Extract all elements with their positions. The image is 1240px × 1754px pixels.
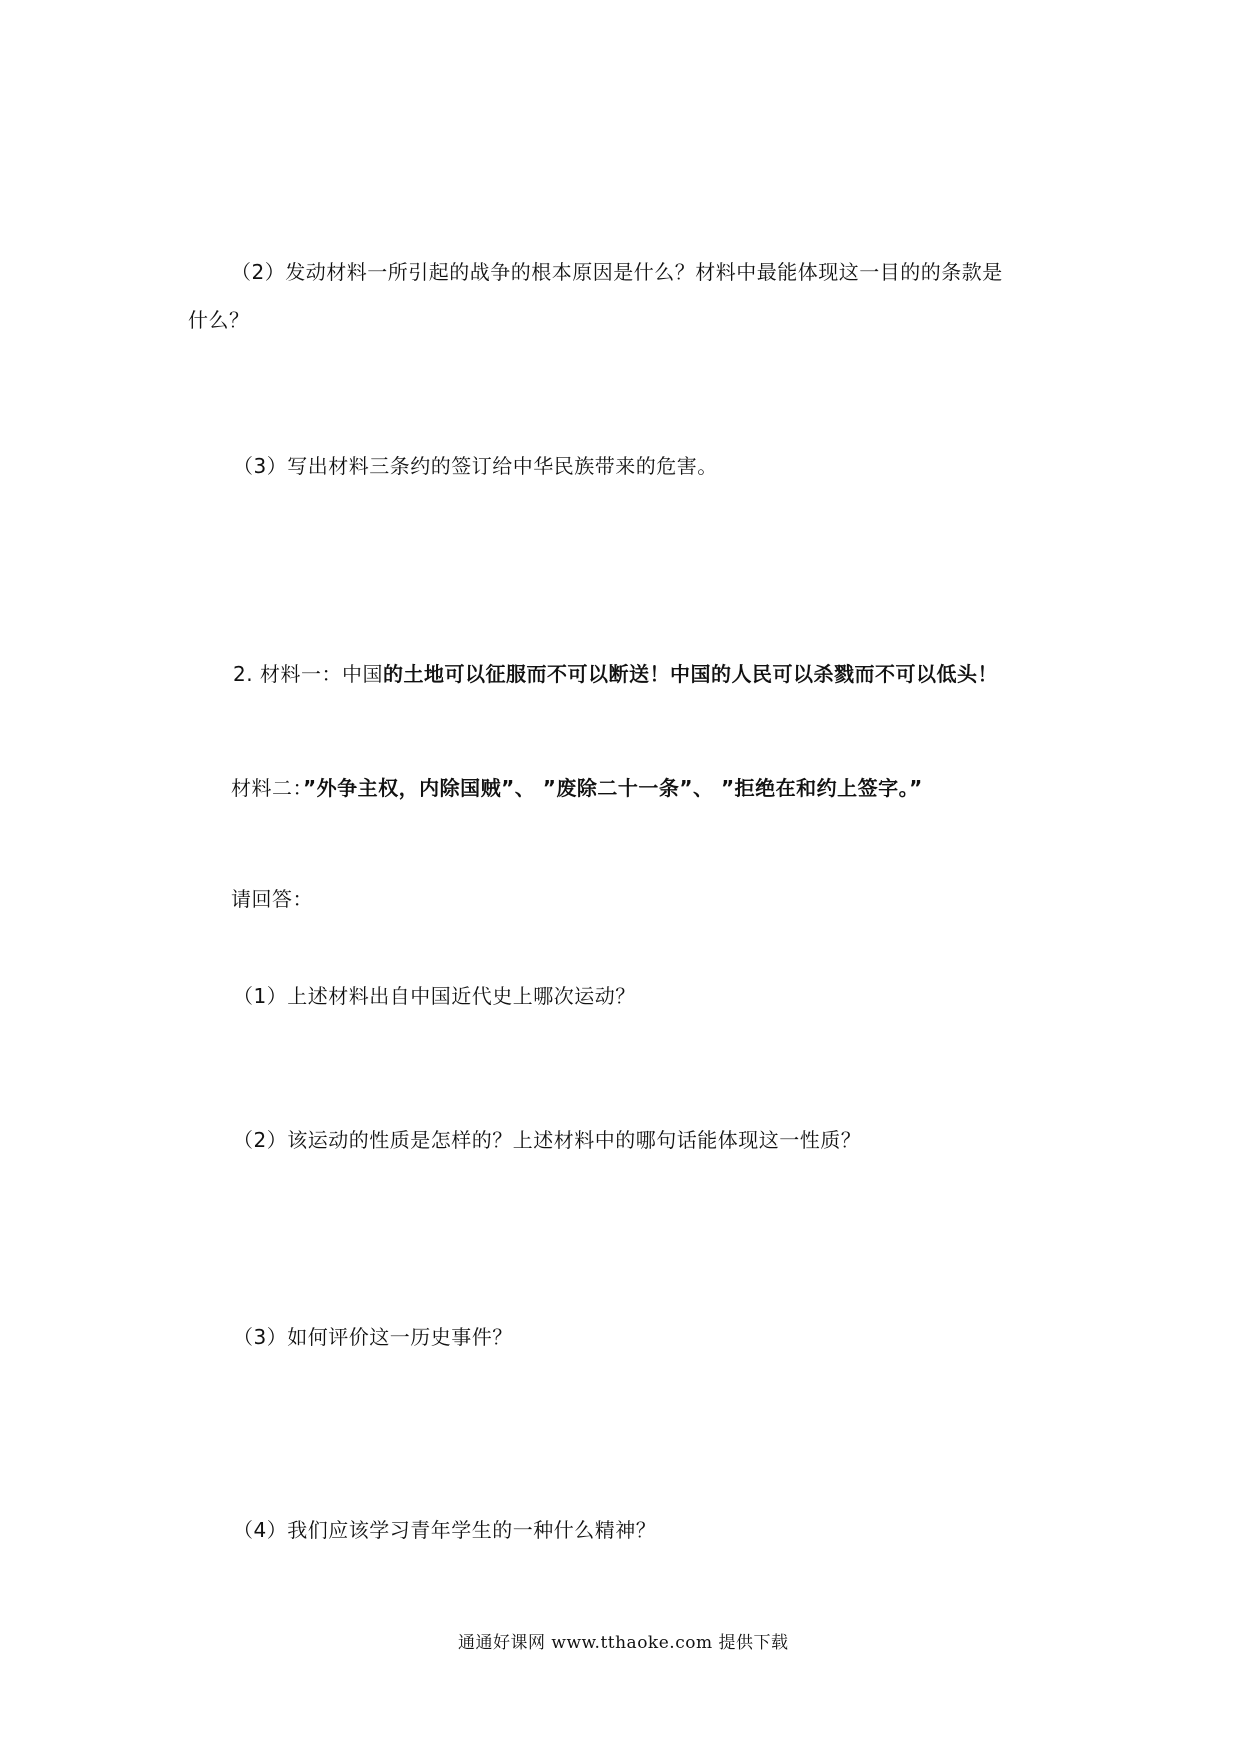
- q2-prompt: 请回答：: [231, 887, 313, 911]
- q2-material2-slogans: ”外争主权，内除国贼”、 ”废除二十一条”、 ”拒绝在和约上签字。”: [303, 776, 923, 800]
- q2-material2: [231, 774, 923, 802]
- q2-sub3: （3）如何评价这一历史事件？: [233, 1325, 513, 1349]
- q2-sub2: （2）该运动的性质是怎样的？上述材料中的哪句话能体现这一性质？: [233, 1128, 862, 1152]
- q2-material2-prefix: 材料二：: [231, 776, 303, 800]
- q2-material1-prefix: 2. 材料一：中国: [233, 662, 383, 686]
- q1-sub2-line1: （2）发动材料一所引起的战争的根本原因是什么？材料中最能体现这一目的的条款是: [231, 260, 1003, 284]
- q2-sub1: （1）上述材料出自中国近代史上哪次运动？: [233, 984, 636, 1008]
- page-footer: 通通好课网 www.tthaoke.com 提供下载: [458, 1633, 789, 1653]
- q2-sub4: （4）我们应该学习青年学生的一种什么精神？: [233, 1518, 657, 1542]
- q2-material1-quote: 的土地可以征服而不可以断送！中国的人民可以杀戮而不可以低头！: [382, 662, 998, 686]
- q2-material1: [233, 660, 998, 688]
- q1-sub2-line2: 什么？: [188, 308, 250, 332]
- q1-sub3: （3）写出材料三条约的签订给中华民族带来的危害。: [233, 454, 718, 478]
